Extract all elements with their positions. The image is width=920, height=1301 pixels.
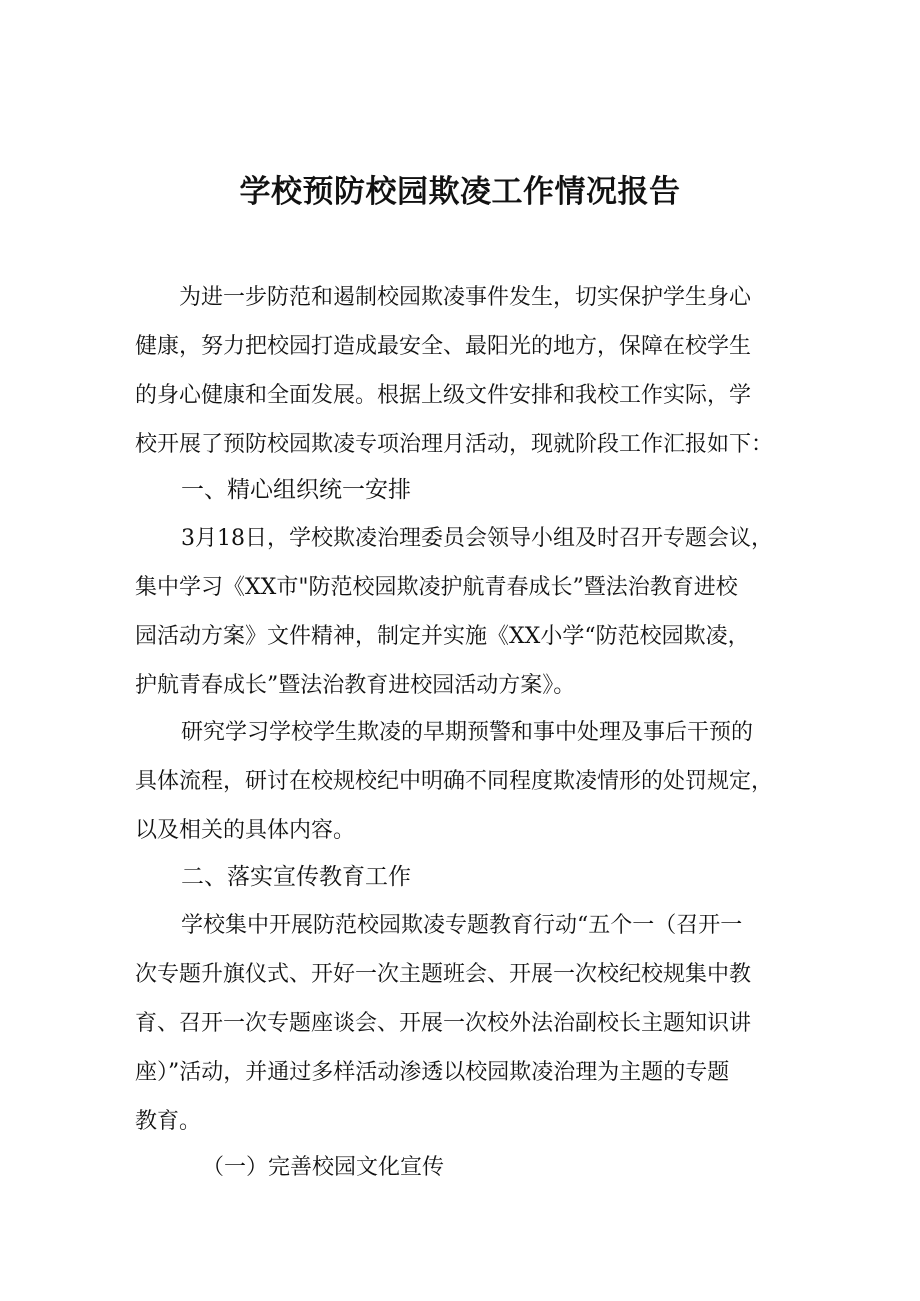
paragraph-education	[135, 901, 795, 1146]
paragraph-intro	[135, 273, 795, 469]
paragraph-line: 园活动方案》文件精神，制定并实施《XX小学“防范校园欺凌，	[135, 624, 750, 649]
paragraph-line: 校开展了预防校园欺凌专项治理月活动，现就阶段工作汇报如下：	[135, 432, 774, 457]
paragraph-line: 为进一步防范和遏制校园欺凌事件发生，切实保护学生身心	[179, 285, 752, 310]
paragraph-line: 的身心健康和全面发展。根据上级文件安排和我校工作实际，学	[135, 383, 752, 408]
paragraph-line: 育、召开一次专题座谈会、开展一次校外法治副校长主题知识讲	[135, 1011, 752, 1036]
paragraph-research	[135, 708, 795, 855]
paragraph-line: 3月18日，学校欺凌治理委员会领导小组及时召开专题会议，	[181, 526, 773, 551]
paragraph-line: 具体流程，研讨在校规校纪中明确不同程度欺凌情形的处罚规定，	[135, 769, 774, 794]
paragraph-line: 以及相关的具体内容。	[135, 818, 356, 843]
paragraph-line: 座）”活动，并通过多样活动渗透以校园欺凌治理为主题的专题	[135, 1060, 730, 1085]
paragraph-line: 集中学习《XX市"防范校园欺凌护航青春成长”暨法治教育进校	[135, 575, 738, 600]
paragraph-meeting	[135, 514, 795, 710]
paragraph-line: 教育。	[135, 1109, 202, 1134]
paragraph-line: 护航青春成长”暨法治教育进校园活动方案》。	[135, 673, 576, 698]
section-heading-2: 二、落实宣传教育工作	[181, 864, 411, 890]
document-title: 学校预防校园欺凌工作情况报告	[239, 174, 681, 210]
paragraph-line: 健康，努力把校园打造成最安全、最阳光的地方，保障在校学生	[135, 334, 752, 359]
paragraph-line: 学校集中开展防范校园欺凌专题教育行动“五个一（召开一	[181, 913, 743, 938]
section-heading-1: 一、精心组织统一安排	[181, 477, 411, 503]
subsection-heading-1: （一）完善校园文化宣传	[202, 1155, 445, 1180]
paragraph-line: 次专题升旗仪式、开好一次主题班会、开展一次校纪校规集中教	[135, 962, 752, 987]
paragraph-line: 研究学习学校学生欺凌的早期预警和事中处理及事后干预的	[181, 720, 754, 745]
